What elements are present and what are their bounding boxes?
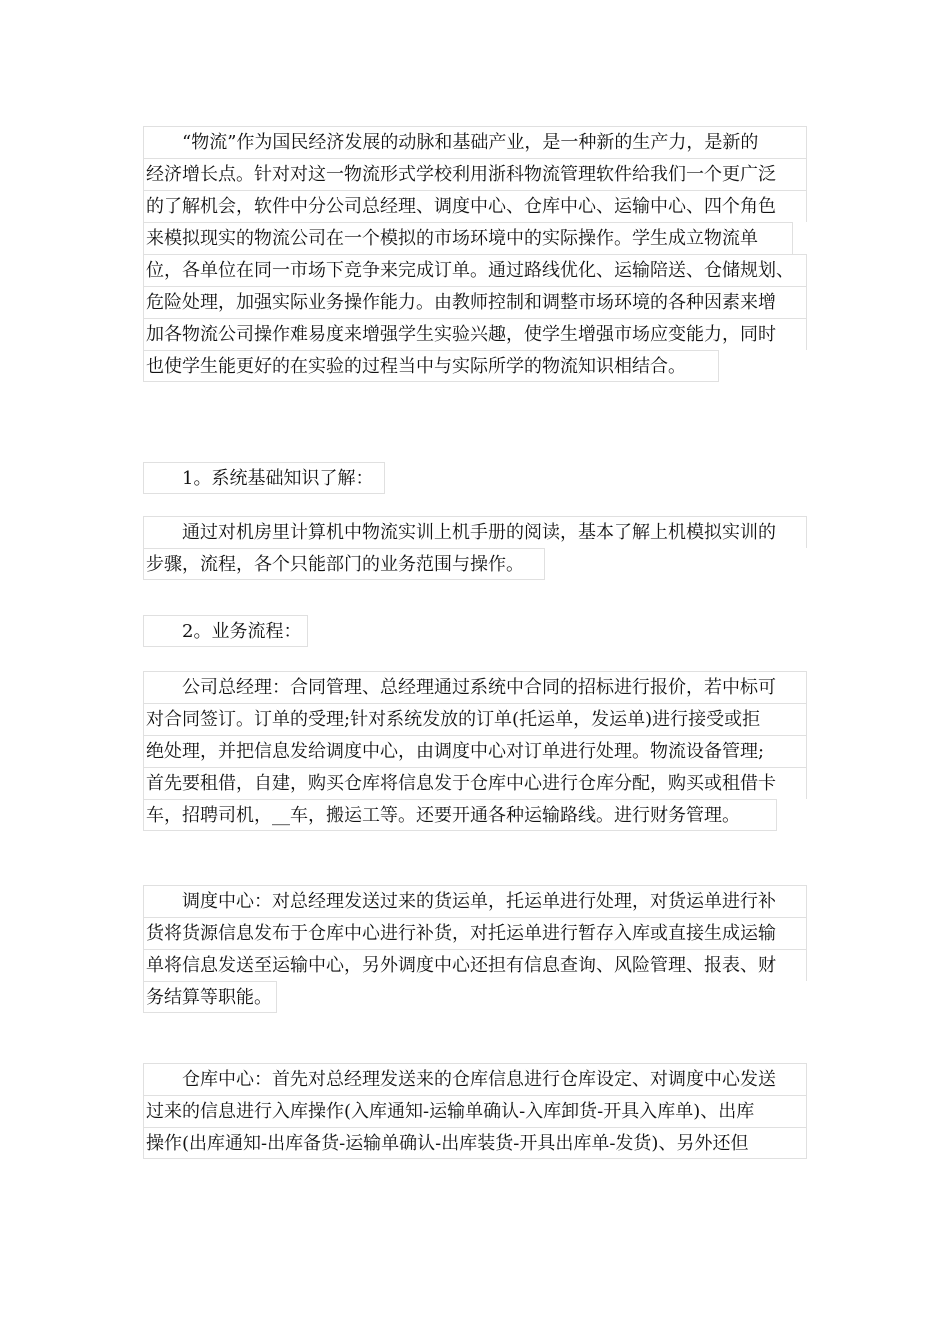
warehouse-center-paragraph xyxy=(143,1063,807,1159)
section-heading-2 xyxy=(143,615,807,647)
text-line: 调度中心：对总经理发送过来的货运单，托运单进行处理，对货运单进行补 xyxy=(143,885,807,917)
text-line: 经济增长点。针对对这一物流形式学校利用浙科物流管理软件给我们一个更广泛 xyxy=(143,158,807,190)
text-line: 仓库中心：首先对总经理发送来的仓库信息进行仓库设定、对调度中心发送 xyxy=(143,1063,807,1095)
text-line: 位，各单位在同一市场下竞争来完成订单。通过路线优化、运输陪送、仓储规划、 xyxy=(143,254,807,286)
text-line: 首先要租借，自建，购买仓库将信息发于仓库中心进行仓库分配，购买或租借卡 xyxy=(143,767,807,799)
heading-line: 2。业务流程： xyxy=(143,615,308,647)
text-line: 车，招聘司机，__车，搬运工等。还要开通各种运输路线。进行财务管理。 xyxy=(143,799,777,831)
intro-paragraph xyxy=(143,126,807,382)
text-line: 操作(出库通知-出库备货-运输单确认-出库装货-开具出库单-发货)、另外还但 xyxy=(143,1127,807,1159)
text-line: 过来的信息进行入库操作(入库通知-运输单确认-入库卸货-开具入库单)、出库 xyxy=(143,1095,807,1127)
knowledge-paragraph xyxy=(143,516,807,580)
text-line: 的了解机会，软件中分公司总经理、调度中心、仓库中心、运输中心、四个角色 xyxy=(143,190,807,222)
heading-line: 1。系统基础知识了解： xyxy=(143,462,385,494)
text-line: 步骤，流程，各个只能部门的业务范围与操作。 xyxy=(143,548,545,580)
text-line: 通过对机房里计算机中物流实训上机手册的阅读，基本了解上机模拟实训的 xyxy=(143,516,807,548)
dispatch-center-paragraph xyxy=(143,885,807,1013)
general-manager-paragraph xyxy=(143,671,807,831)
section-heading-1 xyxy=(143,462,807,494)
text-line: 货将货源信息发布于仓库中心进行补货，对托运单进行暂存入库或直接生成运输 xyxy=(143,917,807,949)
text-line: 来模拟现实的物流公司在一个模拟的市场环境中的实际操作。学生成立物流单 xyxy=(143,222,793,254)
text-line: 对合同签订。订单的受理;针对系统发放的订单(托运单，发运单)进行接受或拒 xyxy=(143,703,807,735)
text-line: 危险处理，加强实际业务操作能力。由教师控制和调整市场环境的各种因素来增 xyxy=(143,286,807,318)
text-line: 加各物流公司操作难易度来增强学生实验兴趣，使学生增强市场应变能力，同时 xyxy=(143,318,807,350)
text-line: 单将信息发送至运输中心，另外调度中心还担有信息查询、风险管理、报表、财 xyxy=(143,949,807,981)
text-line: 务结算等职能。 xyxy=(143,981,277,1013)
text-line: 也使学生能更好的在实验的过程当中与实际所学的物流知识相结合。 xyxy=(143,350,719,382)
text-line: 绝处理，并把信息发给调度中心，由调度中心对订单进行处理。物流设备管理; xyxy=(143,735,807,767)
text-line: 公司总经理：合同管理、总经理通过系统中合同的招标进行报价，若中标可 xyxy=(143,671,807,703)
text-line: “物流”作为国民经济发展的动脉和基础产业，是一种新的生产力，是新的 xyxy=(143,126,807,158)
